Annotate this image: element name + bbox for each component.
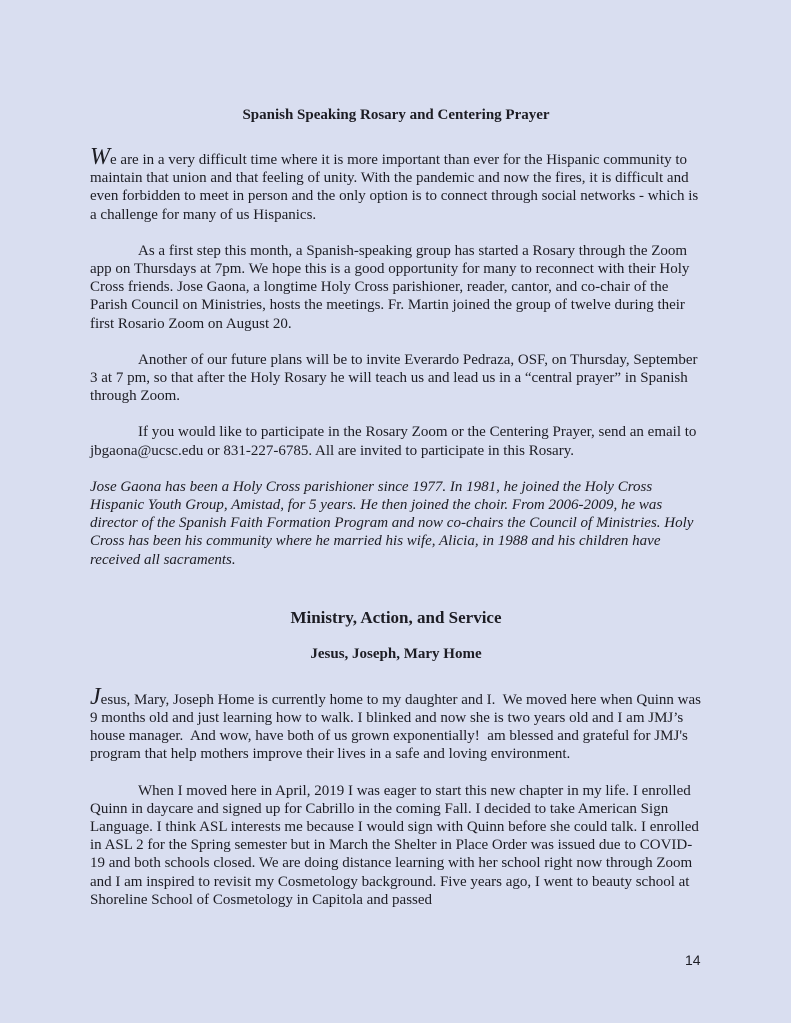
rosary-intro-text: e are in a very difficult time where it is more important than ever for the Hispanic community to maintain that union and that feeling of unity. With the pandemic and now the fires, it is difficult and even forbidden to meet in person and the only option is to connect through social networks - which is a challenge for many of us Hispanics. <box>90 152 702 223</box>
jmj-intro-text: esus, Mary, Joseph Home is currently home to my daughter and I. We moved here when Quinn was 9 months old and just learning how to walk. I blinked and now she is two years old and I am JMJ’s house manager. And wow, have both of us grown exponentially! am blessed and grateful for JMJ's program that help mothers improve their lives in a safe and loving environment. <box>90 691 705 763</box>
ministry-section-title: Ministry, Action, and Service <box>290 607 502 627</box>
dropcap-j: J <box>90 683 101 710</box>
rosary-intro-paragraph <box>90 144 702 224</box>
jmj-moved-here-paragraph: When I moved here in April, 2019 I was eager to start this new chapter in my life. I enrolled Quinn in daycare and signed up for Cabrillo in the coming Fall. I decided to take American Sign Language. I think ASL interests me because I would sign with Quinn before she could talk. I enrolled in ASL 2 for the Spring semester but in March the Shelter in Place Order was issued due to COVID-19 and both schools closed. We are doing distance learning with her school right now through Zoom and I am inspired to revisit my Cosmetology background. Five years ago, I went to beauty school at Shoreline School of Cosmetology in Capitola and passed <box>90 782 703 908</box>
rosary-future-plans-paragraph: Another of our future plans will be to invite Everardo Pedraza, OSF, on Thursday, September 3 at 7 pm, so that after the Holy Rosary he will teach us and lead us in a “central prayer” in Spanish through Zoom. <box>90 351 702 405</box>
jose-gaona-bio-paragraph: Jose Gaona has been a Holy Cross parishioner since 1977. In 1981, he joined the Holy Cross Hispanic Youth Group, Amistad, for 5 years. He then joined the choir. From 2006-2009, he was director of the Spanish Faith Formation Program and now co-chairs the Council of Ministries. Holy Cross has been his community where he married his wife, Alicia, in 1988 and his children have received all sacraments. <box>90 478 698 568</box>
jmj-home-subtitle: Jesus, Joseph, Mary Home <box>310 645 482 662</box>
jmj-intro-paragraph <box>90 683 705 764</box>
rosary-participate-paragraph: If you would like to participate in the Rosary Zoom or the Centering Prayer, send an email to jbgaona@ucsc.edu or 831-227-6785. All are invited to participate in this Rosary. <box>90 424 701 459</box>
rosary-first-step-paragraph: As a first step this month, a Spanish-speaking group has started a Rosary through the Zoom app on Thursdays at 7pm. We hope this is a good opportunity for many to reconnect with their Holy Cross friends. Jose Gaona, a longtime Holy Cross parishioner, reader, cantor, and co-chair of the Parish Council on Ministries, hosts the meetings. Fr. Martin joined the group of twelve during their first Rosario Zoom on August 20. <box>90 242 694 332</box>
dropcap-w: W <box>90 144 110 170</box>
rosary-section-title: Spanish Speaking Rosary and Centering Prayer <box>242 107 550 123</box>
page-number: 14 <box>685 952 701 968</box>
